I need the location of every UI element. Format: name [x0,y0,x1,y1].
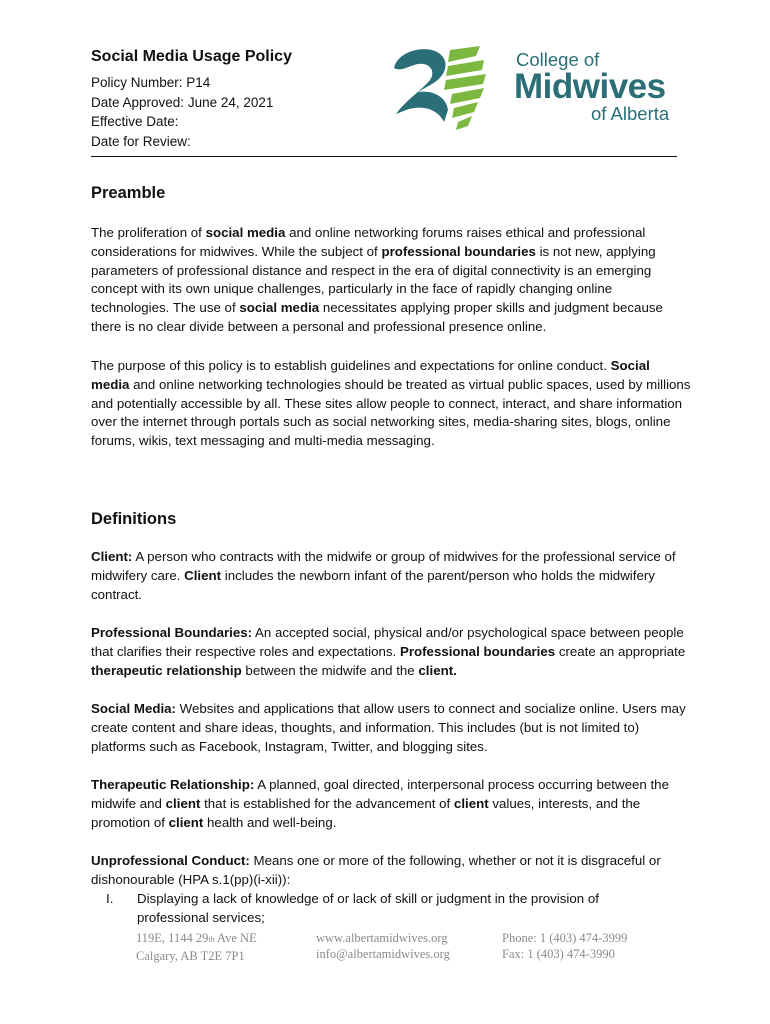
preamble-heading: Preamble [91,184,166,202]
footer-city: Calgary, AB T2E 7P1 [136,949,245,963]
logo-midwives: Midwives [514,67,666,106]
document-header [91,46,391,151]
date-approved: Date Approved: June 24, 2021 [91,94,274,110]
definition-client: Client: A person who contracts with the midwife or group of midwives for the professional service of midwifery care. Client includes the newborn infant of the parent/person who holds the midwifery contract. [91,549,676,602]
list-item-text: Displaying a lack of knowledge of or lack of skill or judgment in the provision of professional services; [137,891,599,925]
footer-fax: Fax: 1 (403) 474-3990 [502,947,615,961]
definition-professional-boundaries: Professional Boundaries: An accepted social, physical and/or psychological space between people that clarifies their respective roles and expectations. Professional boundaries create an appropriate therapeutic relationship between the midwife and the client. [91,625,686,678]
footer-email[interactable]: info@albertamidwives.org [316,947,450,961]
date-for-review: Date for Review: [91,133,191,149]
definitions-heading: Definitions [91,510,177,528]
footer-street: 119E, 1144 29th Ave NE [136,931,257,945]
footer-website[interactable]: www.albertamidwives.org [316,931,448,945]
logo-of-alberta: of Alberta [591,103,670,124]
logo-mark-icon [388,40,513,135]
preamble-paragraph-1: The proliferation of social media and online networking forums raises ethical and professional considerations for midwives. While the subject of professional boundaries is not new, applying parameters of professional distance and respect in the era of digital connectivity is an emerging concept with its own unique challenges, particularly in the face of rapidly changing online technologies. The use of social media necessitates applying proper skills and judgment because there is no clear divide between a personal and professional presence online. [91,225,663,334]
footer-address [136,930,257,964]
list-item-number: I. [106,891,114,906]
college-logo [388,40,688,135]
logo-college-of: College of [516,49,600,70]
document-title: Social Media Usage Policy [91,48,292,65]
footer-contact [502,930,627,962]
footer-web [316,930,450,962]
definition-therapeutic-relationship: Therapeutic Relationship: A planned, goal directed, interpersonal process occurring between the midwife and client that is established for the advancement of client values, interests, and the promotion of client health and well-being. [91,777,669,830]
footer-phone: Phone: 1 (403) 474-3999 [502,931,628,945]
effective-date: Effective Date: [91,114,179,129]
header-divider [91,156,677,157]
definition-social-media: Social Media: Websites and applications that allow users to connect and socialize online. Users may create content and share ideas, thoughts, and information. This includes (but is not limited to) platforms such as Facebook, Instagram, Twitter, and blogging sites. [91,701,686,754]
definition-unprofessional-conduct: Unprofessional Conduct: Means one or more of the following, whether or not it is disgraceful or dishonourable (HPA s.1(pp)(i-xii)): [91,853,661,887]
policy-number: Policy Number: P14 [91,75,211,90]
preamble-paragraph-2: The purpose of this policy is to establish guidelines and expectations for online conduct. Social media and online networking technologies should be treated as virtual public spaces, used by millions and potentially accessible by all. These sites allow people to connect, interact, and share information over the internet through portals such as social networking sites, media-sharing sites, blogs, online forums, wikis, text messaging and multi-media messaging. [91,358,691,449]
